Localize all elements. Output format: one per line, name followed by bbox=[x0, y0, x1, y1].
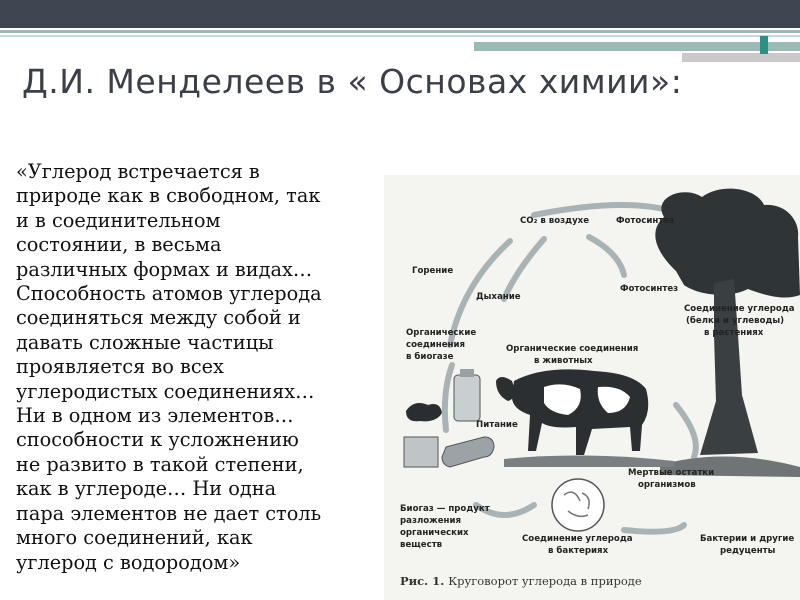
quote-line: давать сложные частицы bbox=[16, 330, 274, 354]
bottle-cap bbox=[460, 369, 474, 377]
label-animal-organics: Органические соединения bbox=[506, 344, 639, 354]
quote-line: различных формах и видах… bbox=[16, 257, 313, 281]
label-dead-remains: организмов bbox=[638, 480, 696, 490]
label-biogas: разложения bbox=[400, 516, 461, 526]
label-animal-organics: в животных bbox=[534, 356, 593, 366]
quote-line: как в углероде… Ни одна bbox=[16, 477, 277, 501]
quote-line: Способность атомов углерода bbox=[16, 282, 322, 306]
label-bacteria: редуценты bbox=[720, 546, 776, 556]
decor-stripe-gray bbox=[682, 53, 800, 62]
top-divider bbox=[0, 30, 800, 33]
quote-line: способности к усложнению bbox=[16, 428, 299, 452]
label-bacteria-compounds: в бактериях bbox=[548, 546, 609, 556]
biogas-bottle bbox=[454, 375, 480, 421]
label-biogas: Биогаз — продукт bbox=[400, 504, 490, 514]
quote-line: Ни в одном из элементов… bbox=[16, 404, 294, 428]
label-bacteria-compounds: Соединение углерода bbox=[522, 534, 633, 544]
label-biogas-organics: в биогазе bbox=[406, 352, 454, 362]
quote-line: не развито в такой степени, bbox=[16, 452, 304, 476]
label-nutrition: Питание bbox=[476, 420, 518, 430]
label-plant-compounds: в растениях bbox=[704, 328, 764, 338]
top-divider-thin bbox=[0, 35, 800, 37]
caption-text: Круговорот углерода в природе bbox=[448, 574, 642, 588]
quote-line: природе как в свободном, так bbox=[16, 184, 321, 208]
biogas-container bbox=[404, 437, 438, 467]
quote-line: «Углерод встречается в bbox=[16, 160, 260, 183]
quote-line: проявляется во всех bbox=[16, 355, 224, 379]
caption-prefix: Рис. 1. bbox=[400, 574, 445, 588]
carbon-cycle-figure bbox=[384, 175, 800, 600]
label-plant-compounds: Соединение углерода bbox=[684, 304, 795, 314]
quote-line: и в соединительном bbox=[16, 208, 221, 232]
label-photosynthesis-top: Фотосинтез bbox=[616, 216, 675, 226]
label-biogas-organics: соединения bbox=[406, 340, 466, 350]
bacteria-illustration bbox=[552, 479, 604, 531]
label-biogas: органических bbox=[400, 528, 469, 538]
quote-line: соединяться между собой и bbox=[16, 306, 301, 330]
slide-title: Д.И. Менделеев в « Основах химии»: bbox=[22, 62, 683, 101]
quote-line: пара элементов не дает столь bbox=[16, 501, 322, 525]
quote-line: углерод с водородом» bbox=[16, 550, 241, 574]
label-combustion: Горение bbox=[412, 266, 454, 276]
quote-text bbox=[16, 160, 396, 575]
quote-line: состоянии, в весьма bbox=[16, 233, 222, 257]
label-respiration: Дыхание bbox=[476, 292, 521, 302]
label-biogas-organics: Органические bbox=[406, 328, 477, 338]
quote-line: много соединений, как bbox=[16, 526, 253, 550]
label-photosynthesis: Фотосинтез bbox=[620, 284, 679, 294]
label-co2: CO₂ в воздухе bbox=[520, 216, 590, 226]
label-biogas: веществ bbox=[400, 540, 443, 550]
quote-line: углеродистых соединениях… bbox=[16, 379, 315, 403]
label-bacteria: Бактерии и другие bbox=[700, 534, 795, 544]
label-plant-compounds: (белки и углеводы) bbox=[686, 316, 785, 326]
carbon-cycle-diagram bbox=[384, 175, 800, 600]
label-dead-remains: Мертвые остатки bbox=[628, 468, 715, 478]
top-bar bbox=[0, 0, 800, 28]
decor-stripe bbox=[474, 42, 800, 51]
figure-caption bbox=[400, 574, 642, 588]
decor-accent bbox=[760, 36, 768, 54]
